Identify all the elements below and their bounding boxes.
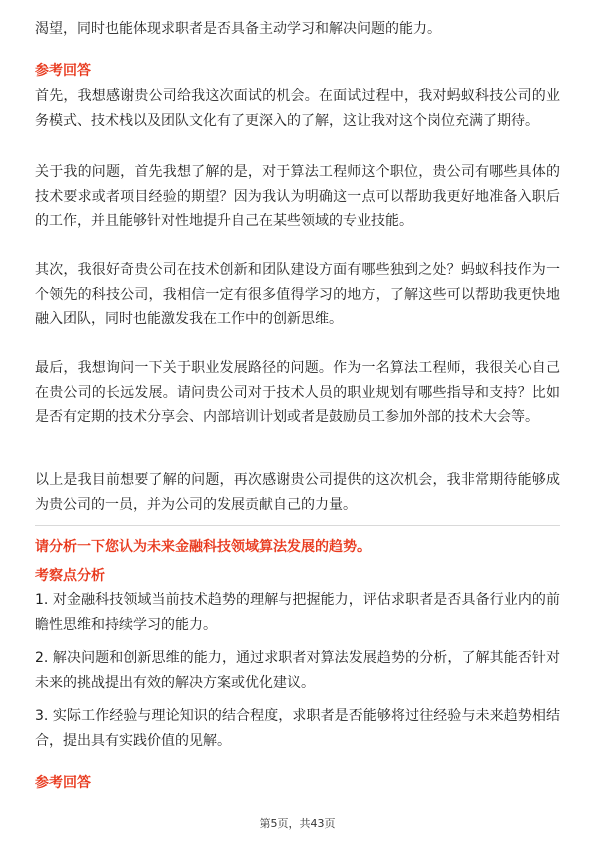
document-page: [35, 0, 560, 842]
question-title: 请分析一下您认为未来金融科技领域算法发展的趋势。: [35, 539, 371, 555]
answer-paragraph-4: 最后，我想询问一下关于职业发展路径的问题。作为一名算法工程师，我很关心自己在贵公司的长远发展。请问贵公司对于技术人员的职业规划有哪些指导和支持？比如是否有定期的技术分享会、内部培训计划或者是鼓励员工参加外部的技术大会等。: [35, 360, 560, 425]
answer-paragraph-5: 以上是我目前想要了解的问题，再次感谢贵公司提供的这次机会，我非常期待能够成为贵公司的一员，并为公司的发展贡献自己的力量。: [35, 472, 560, 513]
answer-paragraph-1: 首先，我想感谢贵公司给我这次面试的机会。在面试过程中，我对蚂蚁科技公司的业务模式、技术栈以及团队文化有了更深入的了解，这让我对这个岗位充满了期待。: [35, 88, 560, 129]
analysis-point-3: 3. 实际工作经验与理论知识的结合程度，求职者是否能够将过往经验与未来趋势相结合，提出具有实践价值的见解。: [35, 708, 560, 749]
analysis-heading: 考察点分析: [35, 568, 105, 584]
reference-answer-heading: 参考回答: [35, 63, 91, 79]
analysis-point-1: 1. 对金融科技领域当前技术趋势的理解与把握能力，评估求职者是否具备行业内的前瞻性思维和持续学习的能力。: [35, 592, 560, 633]
answer-paragraph-3: 其次，我很好奇贵公司在技术创新和团队建设方面有哪些独到之处？蚂蚁科技作为一个领先的科技公司，我相信一定有很多值得学习的地方，了解这些可以帮助我更快地融入团队，同时也能激发我在工作中的创新思维。: [35, 262, 560, 327]
analysis-point-2: 2. 解决问题和创新思维的能力，通过求职者对算法发展趋势的分析，了解其能否针对未来的挑战提出有效的解决方案或优化建议。: [35, 650, 560, 691]
reference-answer-heading-2: 参考回答: [35, 775, 91, 791]
answer-paragraph-2: 关于我的问题，首先我想了解的是，对于算法工程师这个职位，贵公司有哪些具体的技术要求或者项目经验的期望？因为我认为明确这一点可以帮助我更好地准备入职后的工作，并且能够针对性地提升自己在某些领域的专业技能。: [35, 164, 560, 229]
paragraph-continuation: 渴望，同时也能体现求职者是否具备主动学习和解决问题的能力。: [35, 21, 441, 37]
page-number: 第5页，共43页: [259, 817, 336, 830]
section-divider: [35, 525, 560, 526]
